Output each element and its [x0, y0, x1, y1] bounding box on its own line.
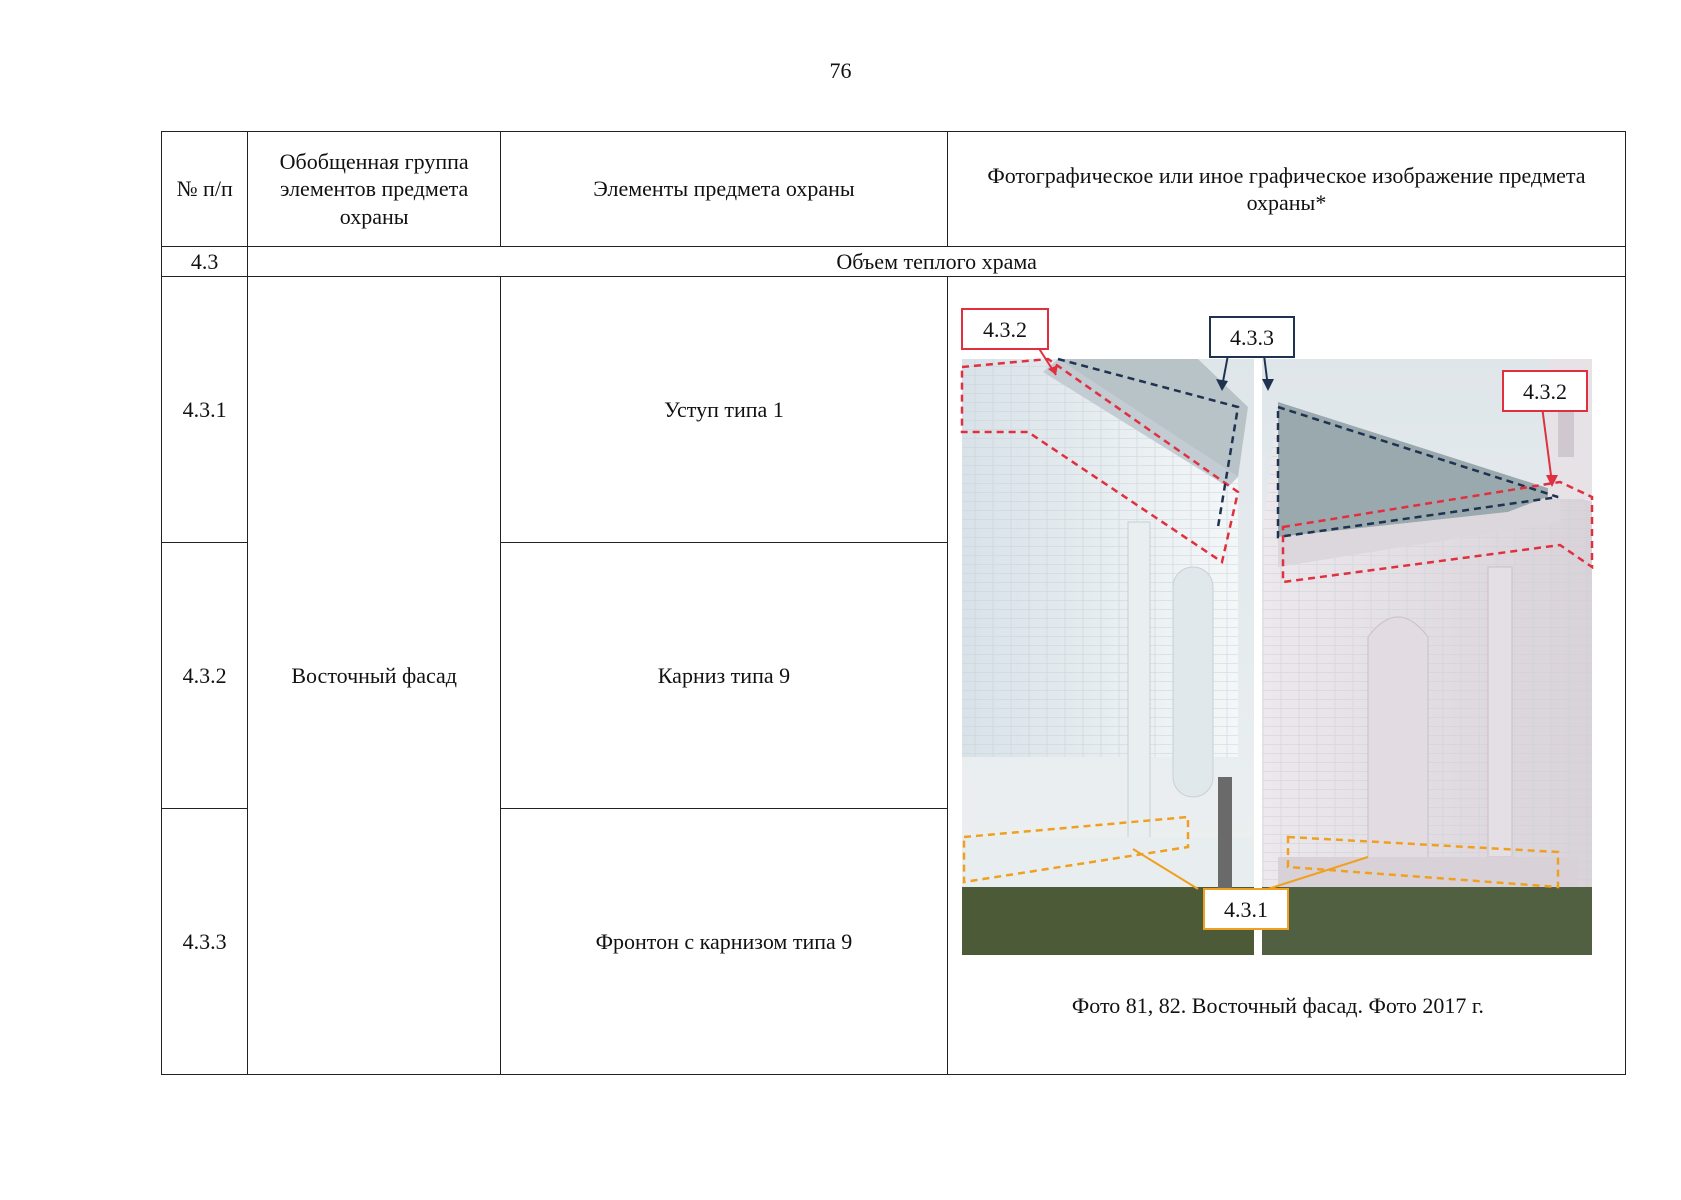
page-number: 76 [829, 58, 852, 83]
right-photo [1262, 359, 1592, 955]
row-element: Фронтон с карнизом типа 9 [501, 809, 948, 1075]
row-num: 4.3.2 [162, 543, 248, 809]
row-num: 4.3.3 [162, 809, 248, 1075]
protection-table [161, 131, 1626, 1075]
svg-text:4.3.3: 4.3.3 [1229, 325, 1274, 350]
section-title: Объем теплого храма [248, 247, 1626, 277]
header-elements: Элементы предмета охраны [501, 132, 948, 247]
header-num: № п/п [162, 132, 248, 247]
svg-text:4.3.2: 4.3.2 [1522, 379, 1567, 404]
row-element: Карниз типа 9 [501, 543, 948, 809]
photo-cell [947, 277, 1625, 1075]
label-4-3-1 [1204, 889, 1288, 929]
header-image: Фотографическое или иное графическое изображение предмета охраны* [947, 132, 1625, 247]
left-photo [962, 359, 1254, 959]
section-num: 4.3 [162, 247, 248, 277]
facade-photo [948, 277, 1608, 977]
label-4-3-2-right [1503, 371, 1587, 411]
label-4-3-2-left [962, 309, 1048, 349]
header-group: Обобщенная группа элементов предмета охраны [248, 132, 501, 247]
label-4-3-3 [1210, 317, 1294, 357]
table-header-row [162, 132, 1626, 247]
photo-wrap [948, 277, 1608, 1072]
section-row [162, 247, 1626, 277]
svg-text:4.3.2: 4.3.2 [982, 317, 1027, 342]
svg-text:4.3.1: 4.3.1 [1223, 897, 1268, 922]
group-name: Восточный фасад [248, 277, 501, 1075]
row-num: 4.3.1 [162, 277, 248, 543]
photo-caption: Фото 81, 82. Восточный фасад. Фото 2017 г. [1071, 993, 1484, 1018]
row-element: Уступ типа 1 [501, 277, 948, 543]
table-row [162, 277, 1626, 543]
